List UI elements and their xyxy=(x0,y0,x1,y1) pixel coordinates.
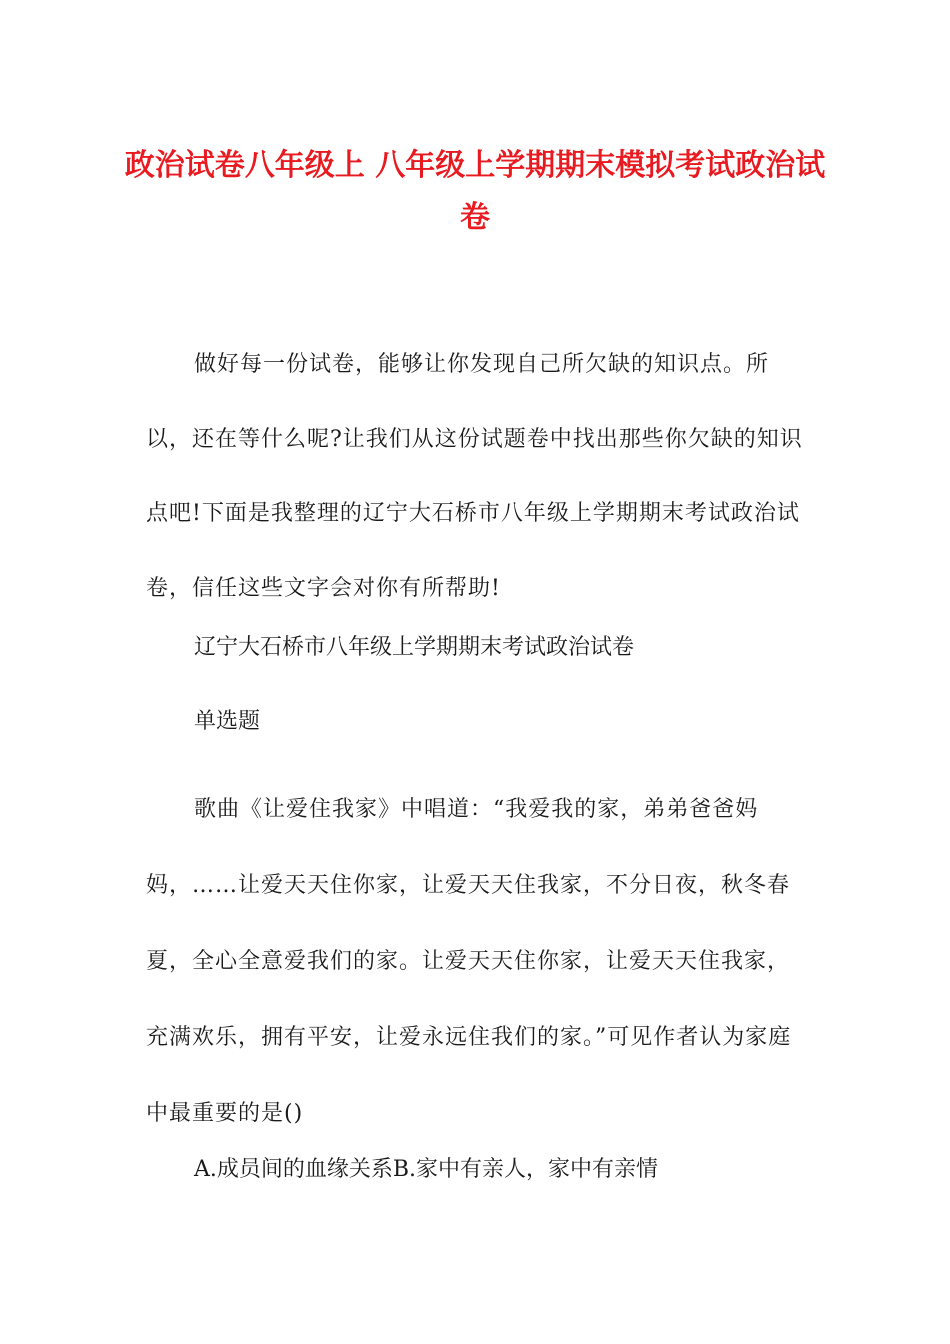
question-1-text: 歌曲《让爱住我家》中唱道：“我爱我的家，弟弟爸爸妈妈，……让爱天天住你家，让爱天天住我家，不分日夜，秋冬春夏，全心全意爱我们的家。让爱天天住你家，让爱天天住我家，充满欢乐，拥有平安，让爱永远住我们的家。”可见作者认为家庭中最重要的是() xyxy=(146,797,792,1126)
section-heading: 单选题 xyxy=(194,709,261,734)
intro-paragraph: 做好每一份试卷，能够让你发现自己所欠缺的知识点。所以，还在等什么呢?让我们从这份试题卷中找出那些你欠缺的知识点吧!下面是我整理的辽宁大石桥市八年级上学期期末考试政治试卷，信任这些文字会对你有所帮助! xyxy=(146,352,803,601)
question-1-options: A.成员间的血缘关系B.家中有亲人，家中有亲情 xyxy=(194,1157,659,1182)
document-title: 政治试卷八年级上 八年级上学期期末模拟考试政治试卷 xyxy=(124,148,826,235)
exam-name: 辽宁大石桥市八年级上学期期末考试政治试卷 xyxy=(194,635,635,660)
